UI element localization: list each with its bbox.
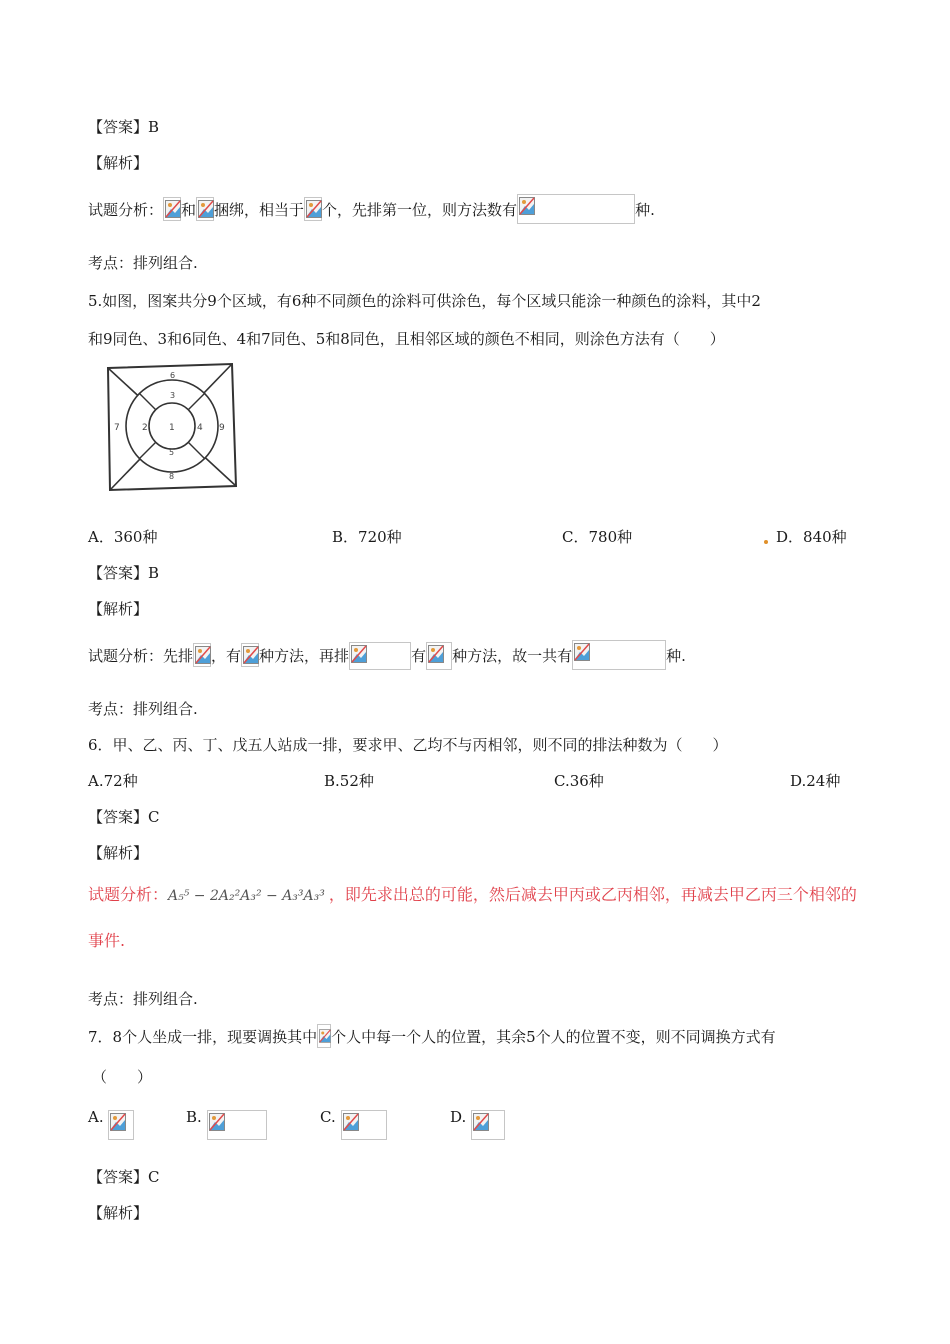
q6-option-d: D.24种 [790, 772, 841, 790]
broken-image-icon [341, 1110, 387, 1140]
broken-image-icon [517, 194, 635, 224]
q5-stem-line1: 5.如图，图案共分9个区域，有6种不同颜色的涂料可供涂色，每个区域只能涂一种颜色的涂料，其中2 [88, 292, 761, 310]
q5-region-figure [104, 362, 238, 492]
region-label-7: 7 [114, 423, 120, 433]
q7-option-b-label: B. [186, 1108, 202, 1126]
q5-analysis-label: 【解析】 [88, 600, 149, 618]
region-label-1: 1 [169, 423, 175, 433]
q4-analysis-t2: 捆绑，相当于 [214, 201, 305, 219]
region-label-2: 2 [142, 423, 148, 433]
q5-option-c: C．780种 [562, 528, 633, 546]
region-label-3: 3 [170, 391, 176, 400]
q5-analysis-t1: ，有 [211, 647, 242, 665]
q7-stem-part1: 7．8个人坐成一排，现要调换其中 [88, 1028, 318, 1046]
q7-option-d-label: D. [450, 1108, 467, 1126]
q7-answer: 【答案】C [88, 1168, 160, 1186]
q5-kaodian: 考点：排列组合. [88, 700, 198, 718]
q5-option-a: A．360种 [88, 528, 158, 546]
q6-option-b: B.52种 [324, 772, 374, 790]
q5-analysis-t3: 有 [411, 647, 427, 665]
region-label-8: 8 [169, 472, 175, 481]
q4-analysis-label: 【解析】 [88, 154, 149, 172]
q7-analysis-label: 【解析】 [88, 1204, 149, 1222]
q6-analysis-line2: 事件. [88, 931, 126, 950]
q6-analysis-line1 [88, 884, 857, 907]
broken-image-icon [572, 640, 666, 670]
q5-analysis-prefix: 试题分析：先排 [88, 647, 194, 665]
broken-image-icon [349, 642, 411, 670]
broken-image-icon [426, 642, 452, 670]
q6-stem: 6．甲、乙、丙、丁、戊五人站成一排，要求甲、乙均不与丙相邻，则不同的排法种数为（ ） [88, 736, 728, 754]
q5-option-b: B．720种 [332, 528, 402, 546]
q4-analysis [88, 194, 655, 224]
broken-image-icon [304, 197, 322, 221]
region-label-5: 5 [169, 448, 175, 457]
q5-analysis [88, 640, 686, 670]
q6-formula: A₅⁵ − 2A₂²A₃² − A₃³A₃³ [168, 888, 325, 904]
q6-analysis-text: ，即先求出总的可能，然后减去甲丙或乙丙相邻，再减去甲乙丙三个相邻的 [328, 885, 857, 904]
region-label-4: 4 [197, 423, 203, 433]
q7-option-a [88, 1106, 134, 1140]
broken-image-icon [317, 1024, 331, 1048]
orange-dot-mark [764, 540, 768, 544]
q5-analysis-t4: 种方法，故一共有 [452, 647, 573, 665]
q7-option-d [450, 1106, 505, 1140]
q5-stem-line2: 和9同色、3和6同色、4和7同色、5和8同色，且相邻区域的颜色不相同，则涂色方法有（ ） [88, 330, 725, 348]
q7-stem-part2: 个人中每一个人的位置，其余5个人的位置不变，则不同调换方式有 [331, 1028, 776, 1046]
q7-option-c [320, 1106, 387, 1140]
q7-option-b [186, 1106, 267, 1140]
q7-stem-line1 [88, 1024, 776, 1048]
broken-image-icon [196, 197, 214, 221]
q6-kaodian: 考点：排列组合. [88, 990, 198, 1008]
q4-kaodian: 考点：排列组合. [88, 254, 198, 272]
broken-image-icon [193, 643, 211, 667]
q4-answer: 【答案】B [88, 118, 160, 136]
region-label-6: 6 [170, 371, 176, 380]
q6-answer: 【答案】C [88, 808, 160, 826]
q4-analysis-t3: 个，先排第一位，则方法数有 [322, 201, 518, 219]
q7-stem-line2: （ ） [92, 1068, 153, 1086]
q6-analysis-label: 【解析】 [88, 844, 149, 862]
broken-image-icon [471, 1110, 505, 1140]
q6-analysis-prefix: 试题分析： [88, 885, 169, 904]
q6-option-a: A.72种 [88, 772, 138, 790]
q5-analysis-t2: 种方法，再排 [259, 647, 350, 665]
q4-analysis-t1: 和 [181, 201, 197, 219]
q4-analysis-t4: 种. [635, 201, 655, 219]
broken-image-icon [163, 197, 181, 221]
q6-option-c: C.36种 [554, 772, 604, 790]
broken-image-icon [241, 643, 259, 667]
q5-analysis-t5: 种. [666, 647, 686, 665]
region-label-9: 9 [219, 423, 225, 433]
broken-image-icon [207, 1110, 267, 1140]
q5-option-d: D．840种 [776, 528, 847, 546]
q5-answer: 【答案】B [88, 564, 160, 582]
q4-analysis-prefix: 试题分析： [88, 201, 164, 219]
q7-option-a-label: A. [88, 1108, 104, 1126]
broken-image-icon [108, 1110, 134, 1140]
q7-option-c-label: C. [320, 1108, 336, 1126]
